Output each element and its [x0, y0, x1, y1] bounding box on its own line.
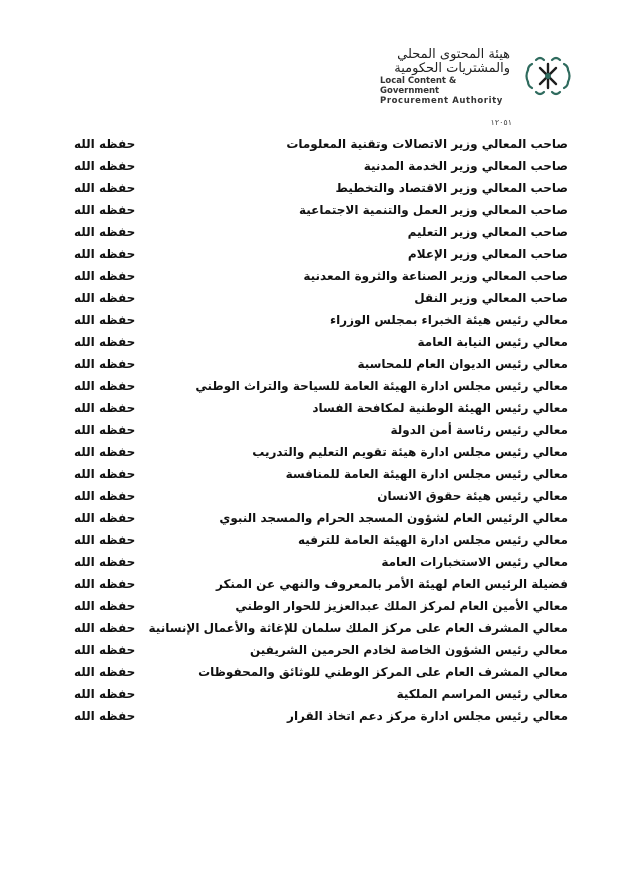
recipient-row — [70, 331, 568, 353]
recipient-honorific: حفظه الله — [74, 687, 136, 701]
recipient-title: معالي رئيس الهيئة الوطنية لمكافحة الفساد — [312, 401, 568, 415]
recipient-honorific: حفظه الله — [74, 225, 136, 239]
recipient-honorific: حفظه الله — [74, 401, 136, 415]
recipient-honorific: حفظه الله — [74, 269, 136, 283]
recipient-honorific: حفظه الله — [74, 643, 136, 657]
recipient-row — [70, 265, 568, 287]
recipient-title: صاحب المعالي وزير الخدمة المدنية — [363, 159, 568, 173]
recipient-honorific: حفظه الله — [74, 533, 136, 547]
recipient-title: صاحب المعالي وزير الاقتصاد والتخطيط — [335, 181, 568, 195]
recipient-honorific: حفظه الله — [74, 555, 136, 569]
recipient-honorific: حفظه الله — [74, 445, 136, 459]
recipient-row — [70, 375, 568, 397]
recipient-title: معالي رئيس مجلس ادارة مركز دعم اتخاذ القرار — [287, 709, 568, 723]
recipient-title: معالي رئيس المراسم الملكية — [396, 687, 568, 701]
recipient-row — [70, 595, 568, 617]
recipient-row — [70, 485, 568, 507]
recipient-title: معالي رئيس هيئة الخبراء بمجلس الوزراء — [329, 313, 568, 327]
recipient-title: معالي رئيس النيابة العامة — [417, 335, 568, 349]
recipient-title: معالي رئيس مجلس ادارة الهيئة العامة للسياحة والتراث الوطني — [195, 379, 568, 393]
recipient-title: صاحب المعالي وزير الصناعة والثروة المعدنية — [303, 269, 568, 283]
recipient-title: صاحب المعالي وزير التعليم — [407, 225, 568, 239]
recipients-list — [70, 133, 568, 727]
recipient-honorific: حفظه الله — [74, 137, 136, 151]
recipient-honorific: حفظه الله — [74, 423, 136, 437]
recipient-row — [70, 287, 568, 309]
letterhead — [376, 48, 576, 108]
recipient-honorific: حفظه الله — [74, 291, 136, 305]
recipient-honorific: حفظه الله — [74, 621, 136, 635]
recipient-title: معالي رئيس رئاسة أمن الدولة — [390, 423, 568, 437]
recipient-honorific: حفظه الله — [74, 467, 136, 481]
recipient-honorific: حفظه الله — [74, 379, 136, 393]
recipient-row — [70, 661, 568, 683]
authority-name-en-line1: Local Content & Government — [380, 76, 457, 96]
recipient-title: صاحب المعالي وزير الإعلام — [407, 247, 568, 261]
recipient-honorific: حفظه الله — [74, 313, 136, 327]
recipient-row — [70, 617, 568, 639]
recipient-title: معالي الأمين العام لمركز الملك عبدالعزيز للحوار الوطني — [235, 599, 568, 613]
recipient-row — [70, 177, 568, 199]
recipient-title: فضيلة الرئيس العام لهيئة الأمر بالمعروف والنهي عن المنكر — [215, 577, 568, 591]
recipient-row — [70, 705, 568, 727]
authority-name-ar-line1: هيئة المحتوى المحلي — [397, 47, 510, 62]
recipient-row — [70, 243, 568, 265]
recipient-title: معالي المشرف العام على المركز الوطني للوثائق والمحفوظات — [198, 665, 568, 679]
recipient-title: معالي المشرف العام على مركز الملك سلمان للإغاثة والأعمال الإنسانية — [148, 621, 568, 635]
lcgpa-emblem-icon — [520, 48, 576, 104]
recipient-row — [70, 353, 568, 375]
authority-name-en-line2: Procurement Authority — [380, 96, 503, 106]
recipient-row — [70, 221, 568, 243]
recipient-title: معالي الرئيس العام لشؤون المسجد الحرام والمسجد النبوي — [219, 511, 568, 525]
recipient-row — [70, 441, 568, 463]
recipient-title: صاحب المعالي وزير العمل والتنمية الاجتماعية — [298, 203, 568, 217]
recipient-row — [70, 133, 568, 155]
recipient-honorific: حفظه الله — [74, 665, 136, 679]
authority-name-ar-line2: والمشتريات الحكومية — [394, 61, 510, 76]
recipient-honorific: حفظه الله — [74, 357, 136, 371]
recipient-row — [70, 199, 568, 221]
authority-name — [380, 48, 510, 106]
recipient-honorific: حفظه الله — [74, 247, 136, 261]
recipient-honorific: حفظه الله — [74, 159, 136, 173]
recipient-row — [70, 155, 568, 177]
recipient-title: صاحب المعالي وزير النقل — [414, 291, 568, 305]
recipient-row — [70, 573, 568, 595]
recipient-honorific: حفظه الله — [74, 577, 136, 591]
recipient-row — [70, 419, 568, 441]
recipient-title: معالي رئيس مجلس ادارة الهيئة العامة للترفيه — [297, 533, 568, 547]
recipient-honorific: حفظه الله — [74, 181, 136, 195]
recipient-title: معالي رئيس الشؤون الخاصة لخادم الحرمين الشريفين — [249, 643, 568, 657]
recipient-row — [70, 397, 568, 419]
recipient-row — [70, 507, 568, 529]
recipient-honorific: حفظه الله — [74, 203, 136, 217]
recipient-title: معالي رئيس الديوان العام للمحاسبة — [357, 357, 568, 371]
recipient-title: معالي رئيس مجلس ادارة هيئة تقويم التعليم والتدريب — [252, 445, 568, 459]
recipient-row — [70, 463, 568, 485]
reference-number: ١٢٠٥١ — [490, 118, 512, 127]
recipient-row — [70, 309, 568, 331]
recipient-row — [70, 551, 568, 573]
recipient-title: معالي رئيس الاستخبارات العامة — [381, 555, 568, 569]
recipient-title: معالي رئيس مجلس ادارة الهيئة العامة للمنافسة — [285, 467, 568, 481]
recipient-honorific: حفظه الله — [74, 709, 136, 723]
recipient-title: صاحب المعالي وزير الاتصالات وتقنية المعلومات — [286, 137, 568, 151]
recipient-row — [70, 639, 568, 661]
recipient-honorific: حفظه الله — [74, 511, 136, 525]
recipient-honorific: حفظه الله — [74, 335, 136, 349]
recipient-row — [70, 529, 568, 551]
recipient-title: معالي رئيس هيئة حقوق الانسان — [377, 489, 568, 503]
recipient-honorific: حفظه الله — [74, 489, 136, 503]
recipient-honorific: حفظه الله — [74, 599, 136, 613]
recipient-row — [70, 683, 568, 705]
